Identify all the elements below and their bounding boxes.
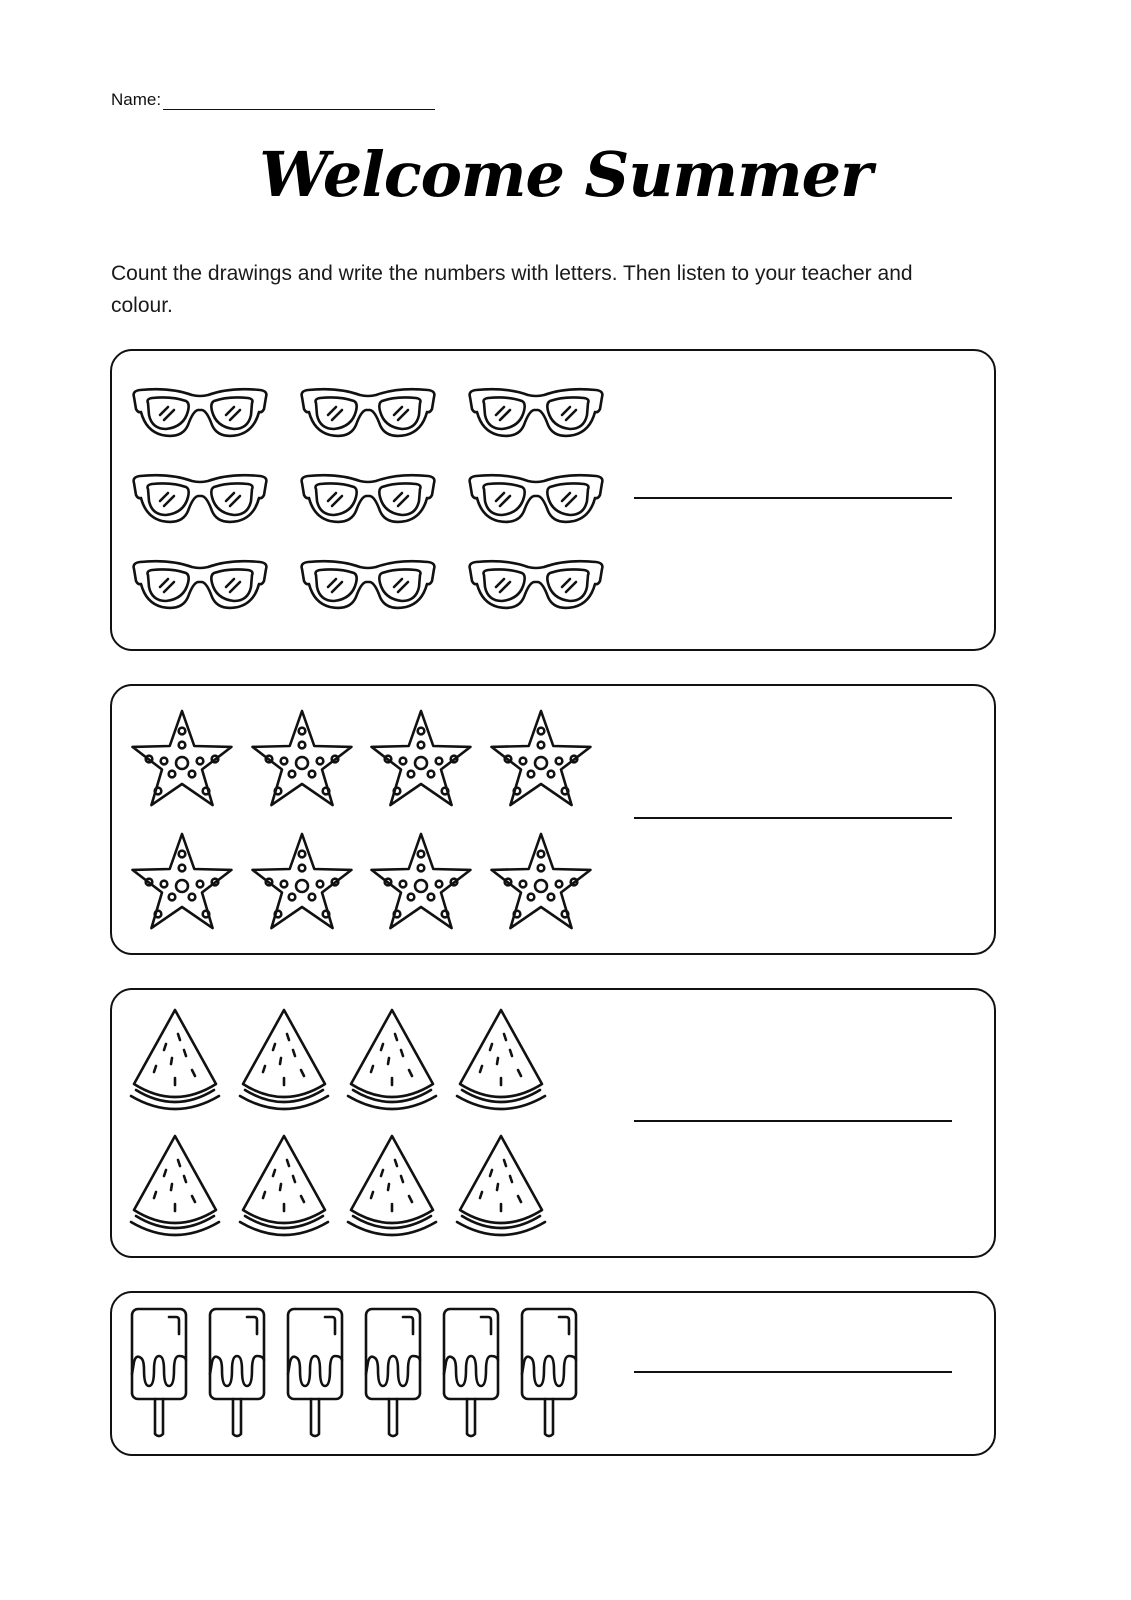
starfish-icon xyxy=(129,830,235,936)
watermelon-slice-icon xyxy=(345,1006,439,1112)
sunglasses-icon xyxy=(130,385,270,443)
name-label: Name: xyxy=(111,90,162,109)
name-line[interactable] xyxy=(163,91,435,110)
popsicle-icon xyxy=(207,1306,267,1438)
name-field[interactable] xyxy=(111,90,435,110)
sunglasses-icon xyxy=(466,471,606,529)
starfish-icon xyxy=(488,830,594,936)
popsicle-icon xyxy=(441,1306,501,1438)
watermelon-slice-icon xyxy=(345,1132,439,1238)
popsicle-icon xyxy=(285,1306,345,1438)
sunglasses-icon xyxy=(298,557,438,615)
watermelon-slice-icon xyxy=(237,1006,331,1112)
starfish-icon xyxy=(249,707,355,813)
sunglasses-icon xyxy=(466,385,606,443)
popsicle-icon xyxy=(129,1306,189,1438)
answer-line-popsicle[interactable] xyxy=(634,1371,952,1373)
answer-line-watermelon[interactable] xyxy=(634,1120,952,1122)
starfish-icon xyxy=(368,707,474,813)
sunglasses-icon xyxy=(130,557,270,615)
answer-line-starfish[interactable] xyxy=(634,817,952,819)
watermelon-slice-icon xyxy=(237,1132,331,1238)
watermelon-slice-icon xyxy=(128,1006,222,1112)
sunglasses-icon xyxy=(298,385,438,443)
watermelon-slice-icon xyxy=(454,1006,548,1112)
starfish-icon xyxy=(249,830,355,936)
answer-line-sunglasses[interactable] xyxy=(634,497,952,499)
starfish-icon xyxy=(488,707,594,813)
watermelon-slice-icon xyxy=(454,1132,548,1238)
popsicle-icon xyxy=(363,1306,423,1438)
starfish-icon xyxy=(129,707,235,813)
watermelon-slice-icon xyxy=(128,1132,222,1238)
popsicle-icon xyxy=(519,1306,579,1438)
sunglasses-icon xyxy=(130,471,270,529)
starfish-icon xyxy=(368,830,474,936)
sunglasses-icon xyxy=(298,471,438,529)
page-title: Welcome Summer xyxy=(259,138,872,211)
sunglasses-icon xyxy=(466,557,606,615)
instructions: Count the drawings and write the numbers with letters. Then listen to your teacher and colour. xyxy=(111,262,913,317)
